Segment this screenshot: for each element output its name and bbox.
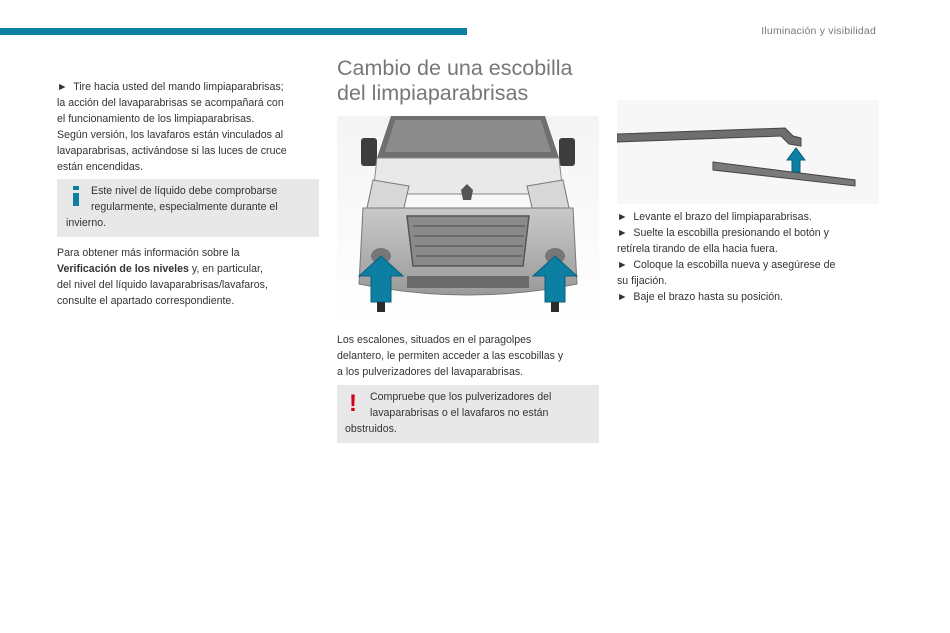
text-line: retírela tirando de ella hacia fuera. <box>617 243 778 255</box>
info-note <box>57 179 319 237</box>
instruction-steps <box>617 209 879 305</box>
column-right <box>617 100 879 305</box>
text-line: Suelte la escobilla presionando el botón y <box>633 227 829 239</box>
bullet-arrow: ► <box>617 227 628 239</box>
text-line: están encendidas. <box>57 161 143 173</box>
text-line: a los pulverizadores del lavaparabrisas. <box>337 366 524 378</box>
bullet-arrow: ► <box>57 81 68 93</box>
info-icon <box>70 185 82 207</box>
text-line: el funcionamiento de los limpiaparabrisas. <box>57 113 255 125</box>
section-title: Iluminación y visibilidad <box>761 25 876 37</box>
text-line: Coloque la escobilla nueva y asegúrese de <box>633 259 836 271</box>
title-line: Cambio de una escobilla <box>337 56 573 80</box>
levels-link-text: Verificación de los niveles <box>57 263 189 275</box>
title-line: del limpiaparabrisas <box>337 81 529 105</box>
text-line: regularmente, especialmente durante el <box>91 201 278 213</box>
text-line: consulte el apartado correspondiente. <box>57 295 235 307</box>
wiper-blade-icon <box>617 100 879 204</box>
page-title <box>337 56 599 106</box>
text-line: Para obtener más información sobre la <box>57 247 240 259</box>
text-line: invierno. <box>66 217 107 229</box>
text-line: obstruidos. <box>345 423 397 435</box>
text-line: la acción del lavaparabrisas se acompañará con <box>57 97 284 109</box>
text-line: lavaparabrisas o el lavafaros no están <box>370 407 549 419</box>
text-line: del nivel del líquido lavaparabrisas/lavafaros, <box>57 279 268 291</box>
text-line: Baje el brazo hasta su posición. <box>633 291 783 303</box>
warning-icon: ! <box>349 390 357 417</box>
column-middle <box>337 56 599 443</box>
warning-note <box>337 385 599 443</box>
text-line: Levante el brazo del limpiaparabrisas. <box>633 211 812 223</box>
text-line: delantero, le permiten acceder a las escobillas y <box>337 350 564 362</box>
text-line: Los escalones, situados en el paragolpes <box>337 334 532 346</box>
more-info-paragraph <box>57 245 319 309</box>
header-accent-bar <box>0 28 467 35</box>
bullet-arrow: ► <box>617 291 628 303</box>
column-left <box>57 79 319 309</box>
text-line: Tire hacia usted del mando limpiaparabrisas; <box>73 81 284 93</box>
text-line: Compruebe que los pulverizadores del <box>370 391 552 403</box>
text-line: y, en particular, <box>188 263 263 275</box>
steps-paragraph <box>337 332 599 380</box>
text-line: lavaparabrisas, activándose si las luces de cruce <box>57 145 287 157</box>
van-front-steps-icon <box>337 116 599 324</box>
text-line: su fijación. <box>617 275 668 287</box>
bullet-arrow: ► <box>617 211 628 223</box>
instruction-paragraph <box>57 79 319 175</box>
text-line: Este nivel de líquido debe comprobarse <box>91 185 278 197</box>
bullet-arrow: ► <box>617 259 628 271</box>
text-line: Según versión, los lavafaros están vinculados al <box>57 129 284 141</box>
